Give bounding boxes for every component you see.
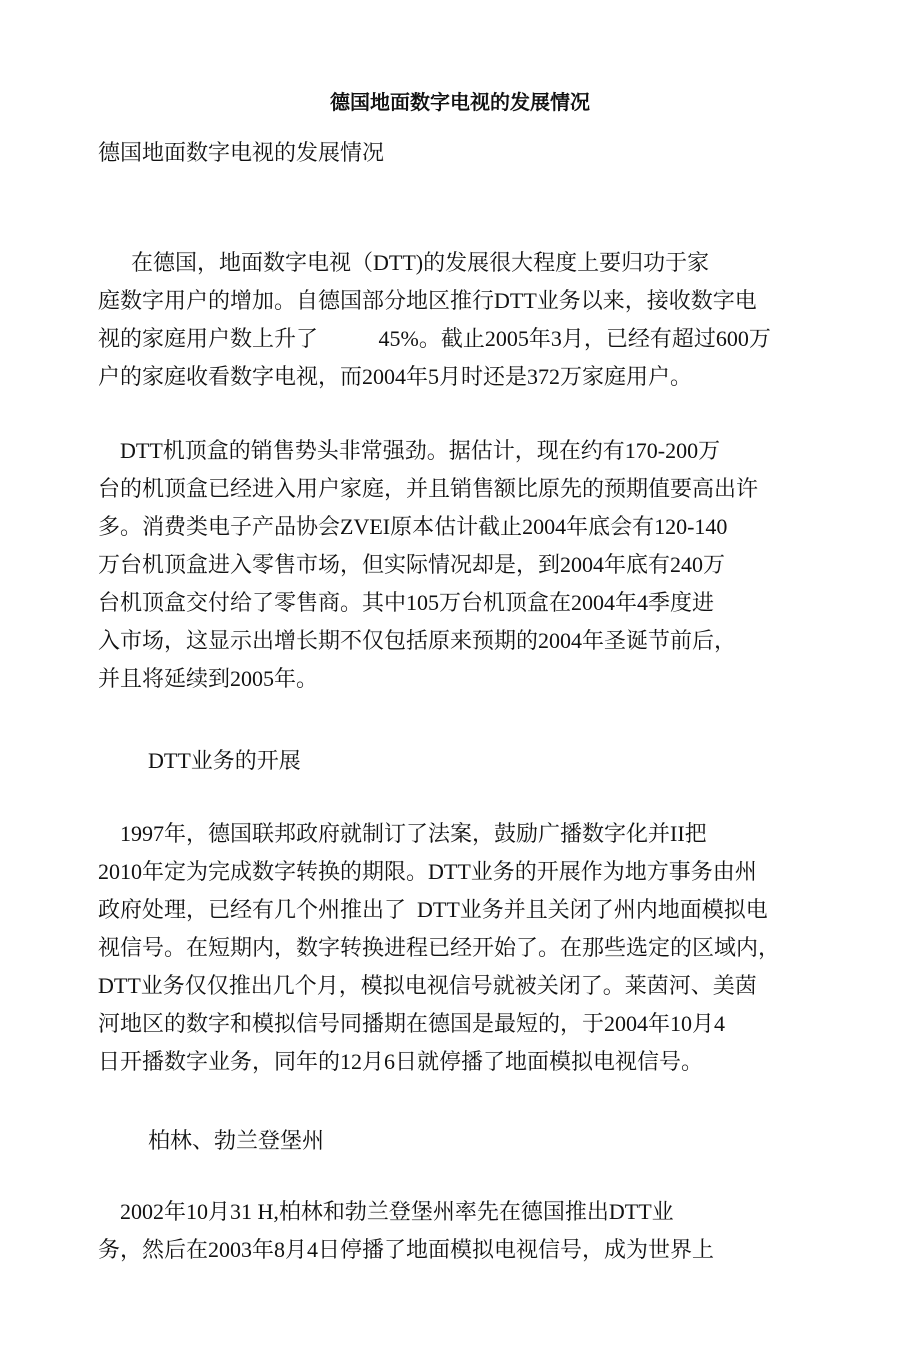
text-line: 1997年，德国联邦政府就制订了法案，鼓励广播数字化并II把 <box>98 821 707 846</box>
text-line: 务，然后在2003年8月4日停播了地面模拟电视信号，成为世界上 <box>98 1237 715 1262</box>
text-line: 庭数字用户的增加。自德国部分地区推行DTT业务以来，接收数字电 <box>98 288 757 313</box>
text-line: 政府处理，已经有几个州推出了 DTT业务并且关闭了州内地面模拟电 <box>98 897 768 922</box>
text-line: 视信号。在短期内，数字转换进程已经开始了。在那些选定的区域内， <box>98 935 781 960</box>
text-line: DTT机顶盒的销售势头非常强劲。据估计，现在约有170-200万 <box>98 438 721 463</box>
text-line: 2010年定为完成数字转换的期限。DTT业务的开展作为地方事务由州 <box>98 859 757 884</box>
text-line: 视的家庭用户数上升了 45%。截止2005年3月，已经有超过600万 <box>98 326 771 351</box>
document-title: 德国地面数字电视的发展情况 <box>330 90 590 114</box>
text-line: DTT业务仅仅推出几个月，模拟电视信号就被关闭了。莱茵河、美茵 <box>98 973 757 998</box>
text-line: 台机顶盒交付给了零售商。其中105万台机顶盒在2004年4季度进 <box>98 590 715 615</box>
paragraph-4 <box>98 1193 714 1269</box>
text-line: 在德国，地面数字电视（DTT)的发展很大程度上要归功于家 <box>98 250 710 275</box>
paragraph-1 <box>98 244 771 396</box>
document-subtitle: 德国地面数字电视的发展情况 <box>98 140 385 165</box>
text-line: 2002年10月31 H,柏林和勃兰登堡州率先在德国推出DTT业 <box>98 1199 674 1224</box>
paragraph-2 <box>98 432 758 698</box>
section-heading: 柏林、勃兰登堡州 <box>148 1128 325 1153</box>
text-line: 台的机顶盒已经进入用户家庭，并且销售额比原先的预期值要高出许 <box>98 476 759 501</box>
text-line: 入市场，这显示出增长期不仅包括原来预期的2004年圣诞节前后， <box>98 628 737 653</box>
text-line: 万台机顶盒进入零售市场，但实际情况却是，到2004年底有240万 <box>98 552 726 577</box>
paragraph-3 <box>98 815 780 1081</box>
text-line: 河地区的数字和模拟信号同播期在德国是最短的，于2004年10月4 <box>98 1011 726 1036</box>
section-heading: DTT业务的开展 <box>148 748 301 773</box>
text-line: 户的家庭收看数字电视，而2004年5月时还是372万家庭用户。 <box>98 364 693 389</box>
text-line: 并且将延续到2005年。 <box>98 666 319 691</box>
text-line: 日开播数字业务，同年的12月6日就停播了地面模拟电视信号。 <box>98 1049 704 1074</box>
text-line: 多。消费类电子产品协会ZVEI原本估计截止2004年底会有120-140 <box>98 514 728 539</box>
